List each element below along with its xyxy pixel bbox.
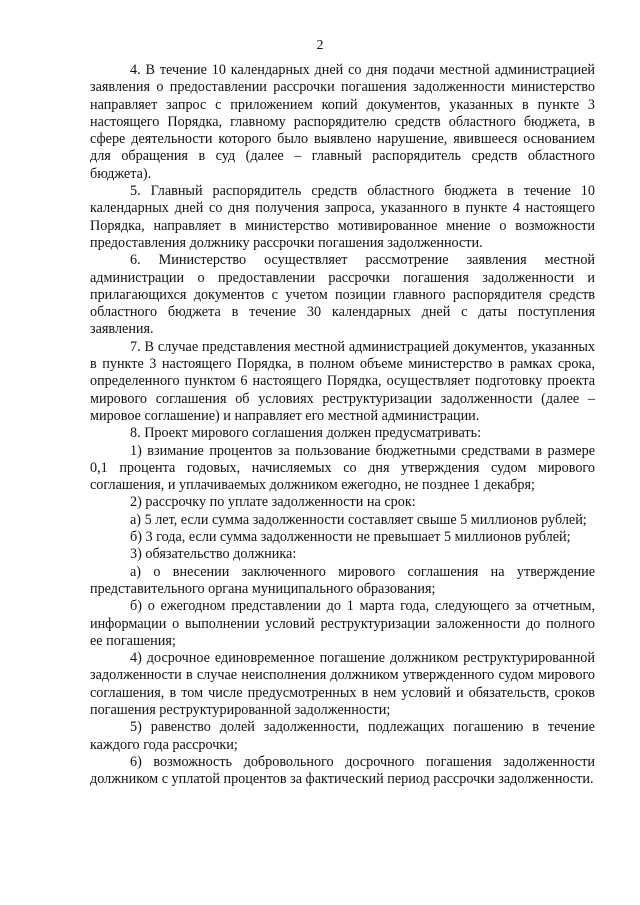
document-body: [90, 62, 595, 788]
list-item-4: 4) досрочное единовременное погашение должником реструктурированной задолженности в случае неисполнения должником утвержденного судом мирового соглашения, в том числе предусмотренных в нем условий и обязательств, сроков погашения реструктурированной задолженности;: [90, 650, 595, 718]
list-item-2a: а) 5 лет, если сумма задолженности составляет свыше 5 миллионов рублей;: [130, 511, 587, 528]
list-item-3a: а) о внесении заключенного мирового соглашения на утверждение представительного органа муниципального образования;: [90, 563, 595, 597]
list-item-6: 6) возможность добровольного досрочного погашения задолженности должником с уплатой процентов за фактический период рассрочки задолженности.: [90, 753, 595, 788]
list-item-3b: б) о ежегодном представлении до 1 марта года, следующего за отчетным, информации о выполнении условий реструктуризации заложенности до полного ее погашения;: [90, 598, 595, 649]
list-item-2b: б) 3 года, если сумма задолженности не превышает 5 миллионов рублей;: [130, 529, 571, 546]
list-item-1: 1) взимание процентов за пользование бюджетными средствами в размере 0,1 процента годовых, начисляемых со дня утверждения судом мирового соглашения, и уплачиваемых должником ежегодно, не позднее 1 декабря;: [90, 442, 595, 494]
paragraph-7: 7. В случае представления местной администрацией документов, указанных в пункте 3 настоящего Порядка, в полном объеме министерство в рамках срока, определенного пунктом 6 настоящего Порядка, осуществляет подготовку проекта мирового соглашения об условиях реструктуризации задолженности (далее – мировое соглашение) и направляет его местной администрации.: [90, 338, 595, 424]
paragraph-5: 5. Главный распорядитель средств областного бюджета в течение 10 календарных дней со дня получения запроса, указанного в пункте 4 настоящего Порядка, направляет в министерство мотивированное мнение о возможности предоставления должнику рассрочки погашения задолженности.: [90, 183, 595, 251]
paragraph-8: 8. Проект мирового соглашения должен предусматривать:: [130, 425, 482, 442]
paragraph-6: 6. Министерство осуществляет рассмотрение заявления местной администрации о предоставлении рассрочки погашения задолженности и прилагающихся документов с учетом позиции главного распорядителя средств областного бюджета в течение 30 календарных дней с даты поступления заявления.: [90, 252, 595, 338]
list-item-3: 3) обязательство должника:: [130, 546, 297, 563]
list-item-2: 2) рассрочку по уплате задолженности на срок:: [130, 494, 416, 511]
page-number: 2: [316, 38, 324, 53]
paragraph-4: 4. В течение 10 календарных дней со дня подачи местной администрацией заявления о предоставлении рассрочки погашения задолженности министерство направляет запрос с приложением копий документов, указанных в пункте 3 настоящего Порядка, главному распорядителю средств областного бюджета, в сфере деятельности которого было выявлено нарушение, явившееся основанием для обращения в суд (далее – главный распорядитель средств областного бюджета).: [90, 62, 595, 182]
list-item-5: 5) равенство долей задолженности, подлежащих погашению в течение каждого года рассрочки;: [90, 719, 595, 753]
